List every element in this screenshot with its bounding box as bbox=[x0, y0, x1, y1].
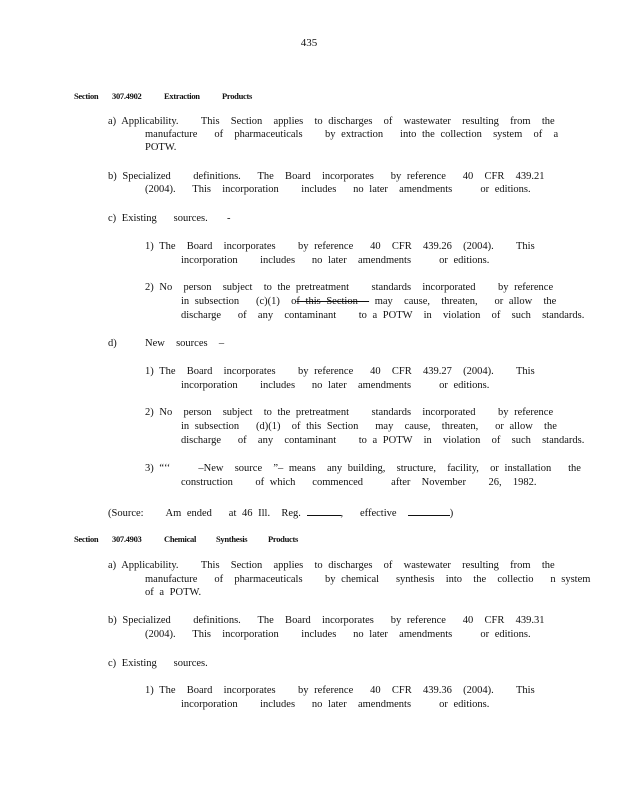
paragraph-c2-line: 2) No person subject to the pretreatment standards incorporated by reference bbox=[145, 282, 554, 293]
source-note-text: ) bbox=[449, 508, 454, 519]
paragraph-c2-text: may cause, threaten, or allow the bbox=[369, 296, 557, 307]
section-number: 307.4902 bbox=[112, 91, 142, 101]
subsection-a-line: a) Applicability. This Section applies to discharges of wastewater resulting from the bbox=[108, 560, 555, 571]
page-number: 435 bbox=[300, 37, 318, 49]
section-label: Section bbox=[74, 534, 99, 544]
subsection-b-line: (2004). This incorporation includes no later amendments or editions. bbox=[145, 184, 531, 195]
subsection-b-line: b) Specialized definitions. The Board incorporates by reference 40 CFR 439.31 bbox=[108, 615, 545, 626]
subsection-c-dash: - bbox=[227, 213, 231, 224]
paragraph-c2-line bbox=[181, 296, 556, 308]
subsection-c-heading: c) Existing sources. bbox=[108, 213, 208, 224]
subsection-a-line: of a POTW. bbox=[145, 587, 202, 598]
paragraph-c2-line: discharge of any contaminant to a POTW in violation of such standards. bbox=[181, 310, 585, 321]
paragraph-d3-line: 3) “‘‘ –New source ”– means any building, structure, facility, or installation the bbox=[145, 463, 581, 474]
paragraph-d3-line: construction of which commenced after November 26, 1982. bbox=[181, 477, 537, 488]
section-title-word: Products bbox=[268, 534, 299, 544]
section-title-word: Products bbox=[222, 91, 253, 101]
paragraph-d1-line: incorporation includes no later amendments or editions. bbox=[181, 380, 490, 391]
section-title-word: Chemical bbox=[164, 534, 197, 544]
source-note bbox=[108, 505, 453, 520]
paragraph-c1-line: 1) The Board incorporates by reference 40 CFR 439.36 (2004). This bbox=[145, 685, 535, 696]
subsection-d-label: d) bbox=[108, 338, 117, 349]
source-note-text: , effective bbox=[340, 508, 397, 519]
register-page-blank bbox=[307, 505, 341, 516]
source-note-text: (Source: Am ended at 46 Ill. Reg. bbox=[108, 508, 301, 519]
subsection-a-line: manufacture of pharmaceuticals by chemical synthesis into the collectio n system bbox=[145, 574, 591, 585]
paragraph-c2-text: in subsection (c)(1) o bbox=[181, 296, 297, 307]
subsection-b-line: b) Specialized definitions. The Board incorporates by reference 40 CFR 439.21 bbox=[108, 171, 545, 182]
subsection-c-heading: c) Existing sources. bbox=[108, 658, 208, 669]
paragraph-d2-line: discharge of any contaminant to a POTW in violation of such standards. bbox=[181, 435, 585, 446]
paragraph-d2-line: 2) No person subject to the pretreatment standards incorporated by reference bbox=[145, 407, 554, 418]
subsection-a-line: POTW. bbox=[145, 142, 177, 153]
paragraph-c1-line: incorporation includes no later amendments or editions. bbox=[181, 255, 490, 266]
subsection-b-line: (2004). This incorporation includes no later amendments or editions. bbox=[145, 629, 531, 640]
section-label: Section bbox=[74, 91, 99, 101]
struck-text: f this Section bbox=[296, 296, 370, 307]
section-title-word: Synthesis bbox=[216, 534, 248, 544]
paragraph-d1-line: 1) The Board incorporates by reference 40 CFR 439.27 (2004). This bbox=[145, 366, 535, 377]
section-title-word: Extraction bbox=[164, 91, 200, 101]
paragraph-c1-line: incorporation includes no later amendments or editions. bbox=[181, 699, 490, 710]
effective-date-blank bbox=[408, 505, 450, 516]
subsection-a-line: a) Applicability. This Section applies to discharges of wastewater resulting from the bbox=[108, 116, 555, 127]
subsection-a-line: manufacture of pharmaceuticals by extraction into the collection system of a bbox=[145, 129, 559, 140]
subsection-d-title: New sources – bbox=[145, 338, 225, 349]
paragraph-d2-line: in subsection (d)(1) of this Section may cause, threaten, or allow the bbox=[181, 421, 557, 432]
section-number: 307.4903 bbox=[112, 534, 142, 544]
paragraph-c1-line: 1) The Board incorporates by reference 40 CFR 439.26 (2004). This bbox=[145, 241, 535, 252]
